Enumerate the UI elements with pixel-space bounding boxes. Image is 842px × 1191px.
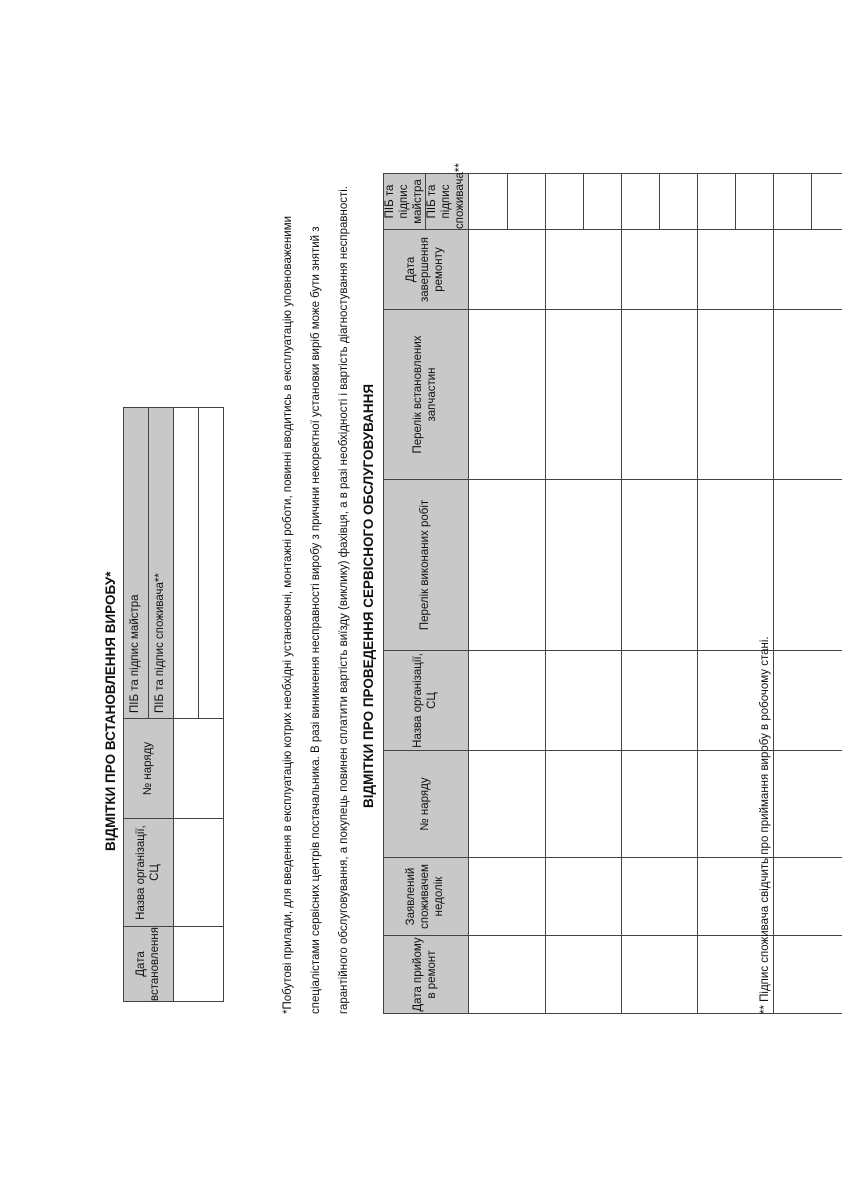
service-works-header: Перелік виконаних робіт	[384, 480, 469, 651]
service-consumer-cell[interactable]	[659, 174, 697, 230]
service-order-header: № наряду	[384, 751, 469, 858]
service-cell[interactable]	[468, 651, 545, 751]
install-org-header: Назва організації, СЦ	[124, 819, 174, 927]
service-consumer-header: ПІБ та підпис споживача**	[426, 174, 468, 230]
service-parts-header: Перелік встановлених запчастин	[384, 310, 469, 480]
install-date-cell[interactable]	[174, 927, 224, 1002]
service-consumer-cell[interactable]	[507, 174, 545, 230]
install-order-cell[interactable]	[174, 719, 224, 819]
service-cell[interactable]	[621, 310, 697, 480]
install-master-cell[interactable]	[174, 408, 199, 719]
service-cell[interactable]	[773, 858, 842, 936]
install-table	[123, 407, 224, 1002]
service-cell[interactable]	[545, 230, 621, 310]
service-cell[interactable]	[773, 751, 842, 858]
service-cell[interactable]	[621, 230, 697, 310]
install-date-header: Дата встановлення	[124, 927, 174, 1002]
service-master-cell[interactable]	[773, 174, 811, 230]
service-cell[interactable]	[468, 858, 545, 936]
service-cell[interactable]	[621, 858, 697, 936]
service-cell[interactable]	[468, 310, 545, 480]
service-master-cell[interactable]	[545, 174, 583, 230]
service-cell[interactable]	[621, 651, 697, 751]
service-cell[interactable]	[621, 936, 697, 1014]
service-cell[interactable]	[545, 310, 621, 480]
service-master-header: ПІБ та підпис майстра	[384, 174, 426, 230]
install-order-header: № наряду	[124, 719, 174, 819]
service-cell[interactable]	[773, 310, 842, 480]
service-title: ВІДМІТКИ ПРО ПРОВЕДЕННЯ СЕРВІСНОГО ОБСЛУГОВУВАННЯ	[361, 383, 376, 808]
service-cell[interactable]	[697, 230, 773, 310]
service-cell[interactable]	[468, 936, 545, 1014]
service-cell[interactable]	[773, 480, 842, 651]
service-consumer-cell[interactable]	[811, 174, 842, 230]
service-cell[interactable]	[545, 751, 621, 858]
install-master-header: ПІБ та підпис майстра	[124, 408, 149, 719]
service-cell[interactable]	[545, 651, 621, 751]
service-cell[interactable]	[773, 230, 842, 310]
service-cell[interactable]	[468, 230, 545, 310]
service-cell[interactable]	[468, 480, 545, 651]
install-org-cell[interactable]	[174, 819, 224, 927]
service-cell[interactable]	[697, 310, 773, 480]
service-cell[interactable]	[773, 651, 842, 751]
footnote: ** Підпис споживача свідчить про приймання виробу в робочому стані.	[759, 636, 771, 1014]
service-cell[interactable]	[773, 936, 842, 1014]
service-completed-header: Дата завершення ремонту	[384, 230, 469, 310]
service-cell[interactable]	[545, 936, 621, 1014]
service-master-cell[interactable]	[468, 174, 507, 230]
service-consumer-cell[interactable]	[735, 174, 773, 230]
service-cell[interactable]	[697, 480, 773, 651]
service-cell[interactable]	[545, 480, 621, 651]
warranty-sheet	[61, 96, 781, 1096]
install-title: ВІДМІТКИ ПРО ВСТАНОВЛЕННЯ ВИРОБУ*	[103, 571, 118, 851]
install-consumer-cell[interactable]	[199, 408, 224, 719]
service-master-cell[interactable]	[621, 174, 659, 230]
service-master-cell[interactable]	[697, 174, 735, 230]
service-defect-header: Заявлений споживачем недолік	[384, 858, 469, 936]
install-consumer-header: ПІБ та підпис споживача**	[149, 408, 174, 719]
service-cell[interactable]	[621, 480, 697, 651]
installation-note: *Побутові прилади, для введення в експлуатацію котрих необхідні установочні, монтажні роботи, повинні вводитись в експлуатацію уповноваженими спеціалістами сервісних центрів постачальника. В разі виникнення несправності виробу з причини некоректної установки виріб може бути знятий з гарантійного обслуговування, а покупець повинен сплатити вартість виїзду (виклику) фахівця, а в разі необхідності і вартість діагностування несправності.	[282, 186, 350, 1014]
service-org-header: Назва організації, СЦ	[384, 651, 469, 751]
service-cell[interactable]	[468, 751, 545, 858]
service-received-header: Дата прийому в ремонт	[384, 936, 469, 1014]
service-consumer-cell[interactable]	[583, 174, 621, 230]
service-cell[interactable]	[545, 858, 621, 936]
service-cell[interactable]	[621, 751, 697, 858]
service-table	[383, 163, 842, 1014]
